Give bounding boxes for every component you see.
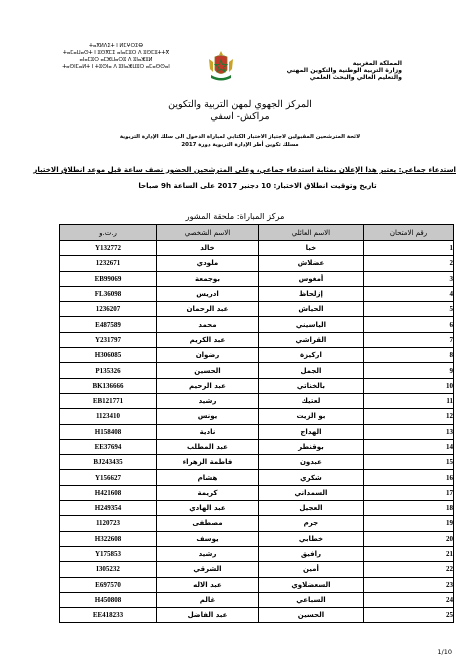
cell-exam-number: 18 — [363, 501, 453, 516]
cell-cin: 1236207 — [60, 302, 157, 317]
notice — [70, 133, 410, 149]
cell-last-name: السباعي — [258, 592, 363, 607]
cell-first-name: يوسف — [157, 531, 259, 546]
cell-first-name: رضوان — [157, 348, 259, 363]
table-row — [60, 455, 454, 470]
table-row — [60, 332, 454, 347]
cell-exam-number: 1 — [363, 241, 453, 256]
cell-first-name: فاطمة الزهراء — [157, 455, 259, 470]
table-row — [60, 393, 454, 408]
cell-exam-number: 5 — [363, 302, 453, 317]
table-row — [60, 317, 454, 332]
header-arabic-line: وزارة التربية الوطنية والتكوين المهني — [286, 67, 402, 74]
cell-exam-number: 22 — [363, 562, 453, 577]
table-row — [60, 470, 454, 485]
header-tifinagh-line: ⵜⴰⵙⵏⵎⴰⵍⵜ ⵏ ⵜⵓⵙⵏⴰ ⴷ ⵓⵏⵏⴰⵣⵡⵓⵔ ⴰⵎⴰⵙⵙⴰⵏ — [62, 64, 170, 70]
header-last-name: الاسم العائلي — [258, 225, 363, 241]
moroccan-emblem-icon — [206, 50, 236, 84]
cell-last-name: رافيق — [258, 546, 363, 561]
cell-first-name: عبد الكريم — [157, 332, 259, 347]
cell-last-name: بو الزيت — [258, 409, 363, 424]
table-header-row — [60, 225, 454, 241]
cell-last-name: بوقنطر — [258, 439, 363, 454]
cell-exam-number: 24 — [363, 592, 453, 607]
header-arabic-line: والتعليم العالي والبحث العلمي — [309, 74, 402, 81]
cell-cin: E697570 — [60, 577, 157, 592]
cell-cin: BJ243435 — [60, 455, 157, 470]
cell-exam-number: 10 — [363, 378, 453, 393]
table-row — [60, 501, 454, 516]
title-line-1: المركز الجهوي لمهن التربية والتكوين — [168, 99, 312, 110]
cell-exam-number: 3 — [363, 271, 453, 286]
cell-cin: I305232 — [60, 562, 157, 577]
cell-cin: EE418233 — [60, 608, 157, 623]
cell-cin: BK136666 — [60, 378, 157, 393]
cell-cin: H450808 — [60, 592, 157, 607]
notice-line-1: لائحة المترشحين المقبولين لاجتياز الاختبار الكتابي لمباراة الدخول الى سلك الإدارة التربوية — [119, 134, 361, 140]
cell-first-name: كريمة — [157, 485, 259, 500]
cell-exam-number: 8 — [363, 348, 453, 363]
header-cin: ر.ت.و — [60, 225, 157, 241]
cell-first-name: الشرقي — [157, 562, 259, 577]
cell-exam-number: 12 — [363, 409, 453, 424]
table-row — [60, 348, 454, 363]
page-number: 1/10 — [437, 648, 452, 656]
table-row — [60, 562, 454, 577]
cell-exam-number: 21 — [363, 546, 453, 561]
cell-last-name: القراشي — [258, 332, 363, 347]
cell-cin: EB99069 — [60, 271, 157, 286]
cell-last-name: السمداني — [258, 485, 363, 500]
cell-last-name: شكري — [258, 470, 363, 485]
cell-exam-number: 9 — [363, 363, 453, 378]
table-row — [60, 271, 454, 286]
header-arabic-line: المملكة المغربية — [352, 60, 402, 67]
cell-first-name: عبد الرحيم — [157, 378, 259, 393]
header-tifinagh-line: ⴰⵏⴰⵎⵓⵔ ⴰⵎⵣⵡⴰⵔⵓ ⴷ ⵓⵏⴰⵣⵓⵍ — [79, 57, 153, 63]
table-row — [60, 608, 454, 623]
table-row — [60, 485, 454, 500]
document-title — [40, 98, 440, 123]
cell-first-name: خالد — [157, 241, 259, 256]
cell-cin: H249354 — [60, 501, 157, 516]
cell-exam-number: 4 — [363, 286, 453, 301]
cell-exam-number: 13 — [363, 424, 453, 439]
cell-last-name: اركيزة — [258, 348, 363, 363]
cell-cin: H322608 — [60, 531, 157, 546]
cell-last-name: الهداج — [258, 424, 363, 439]
header-tifinagh-block — [46, 43, 186, 71]
cell-cin: H421608 — [60, 485, 157, 500]
cell-cin: Y175853 — [60, 546, 157, 561]
cell-first-name: هشام — [157, 470, 259, 485]
header-exam-number: رقم الامتحان — [363, 225, 453, 241]
cell-first-name: مصطفى — [157, 516, 259, 531]
cell-last-name: بالخناتي — [258, 378, 363, 393]
cell-last-name: أمغوس — [258, 271, 363, 286]
cell-cin: Y132772 — [60, 241, 157, 256]
cell-first-name: عبد الاله — [157, 577, 259, 592]
exam-center: مركز المباراة: ملحقة المشور — [185, 211, 285, 221]
cell-cin: Y156627 — [60, 470, 157, 485]
cell-exam-number: 25 — [363, 608, 453, 623]
cell-last-name: إزلحاظ — [258, 286, 363, 301]
header-arabic-block — [255, 60, 402, 81]
cell-cin: P135326 — [60, 363, 157, 378]
table-row — [60, 531, 454, 546]
header-tifinagh-line: ⵜⴰⴳⵍⴷⵉⵜ ⵏ ⵍⵎⵖⵔⵉⴱ — [89, 43, 143, 49]
cell-cin: EE37694 — [60, 439, 157, 454]
table-row — [60, 241, 454, 256]
cell-last-name: جرم — [258, 516, 363, 531]
table-row — [60, 424, 454, 439]
cell-exam-number: 16 — [363, 470, 453, 485]
header-first-name: الاسم الشخصي — [157, 225, 259, 241]
candidates-table — [59, 224, 454, 623]
cell-first-name: ادريس — [157, 286, 259, 301]
cell-last-name: الحياش — [258, 302, 363, 317]
cell-last-name: الياسيني — [258, 317, 363, 332]
cell-cin: FL36098 — [60, 286, 157, 301]
exam-datetime: تاريخ وتوقيت انطلاق الاختبار: 10 دجنبر 2017 على الساعة 9h صباحا — [138, 181, 377, 190]
table-row — [60, 286, 454, 301]
cell-first-name: رشيد — [157, 393, 259, 408]
cell-exam-number: 14 — [363, 439, 453, 454]
cell-last-name: الحسين — [258, 608, 363, 623]
table-row — [60, 546, 454, 561]
table-body — [60, 241, 454, 623]
cell-first-name: نادية — [157, 424, 259, 439]
cell-first-name: يونس — [157, 409, 259, 424]
cell-exam-number: 6 — [363, 317, 453, 332]
cell-last-name: لعتيك — [258, 393, 363, 408]
cell-first-name: عبد المطلب — [157, 439, 259, 454]
cell-first-name: بوجمعة — [157, 271, 259, 286]
cell-cin: Y231797 — [60, 332, 157, 347]
notice-line-2: مسلك تكوين أطر الإدارة التربوية دورة 2017 — [181, 142, 299, 148]
cell-first-name: ملودي — [157, 256, 259, 271]
table-row — [60, 409, 454, 424]
table-row — [60, 302, 454, 317]
cell-last-name: خطابي — [258, 531, 363, 546]
cell-first-name: عبد الفاضل — [157, 608, 259, 623]
cell-cin: 1120723 — [60, 516, 157, 531]
cell-cin: H158408 — [60, 424, 157, 439]
cell-first-name: عبد الهادي — [157, 501, 259, 516]
cell-exam-number: 19 — [363, 516, 453, 531]
header-tifinagh-line: ⵜⴰⵎⴰⵡⴰⵙⵜ ⵏ ⵓⵙⴳⵎⵉ ⴰⵏⴰⵎⵓⵔ ⴷ ⵓⵙⵎⵓⵜⵜⴳ — [62, 50, 170, 56]
table-row — [60, 516, 454, 531]
cell-exam-number: 20 — [363, 531, 453, 546]
cell-cin: 1232671 — [60, 256, 157, 271]
cell-last-name: أمين — [258, 562, 363, 577]
table-row — [60, 439, 454, 454]
cell-last-name: خبا — [258, 241, 363, 256]
cell-first-name: عبد الرحمان — [157, 302, 259, 317]
cell-first-name: رشيد — [157, 546, 259, 561]
cell-last-name: الجمل — [258, 363, 363, 378]
cell-last-name: السعضلاوي — [258, 577, 363, 592]
cell-exam-number: 15 — [363, 455, 453, 470]
cell-cin: 1123410 — [60, 409, 157, 424]
cell-exam-number: 11 — [363, 393, 453, 408]
cell-first-name: غالم — [157, 592, 259, 607]
table-row — [60, 592, 454, 607]
table-row — [60, 577, 454, 592]
cell-cin: E487589 — [60, 317, 157, 332]
cell-last-name: العجيل — [258, 501, 363, 516]
title-line-2: مراكش- اسفي — [210, 111, 270, 122]
table-row — [60, 378, 454, 393]
cell-first-name: محمد — [157, 317, 259, 332]
cell-last-name: عبدون — [258, 455, 363, 470]
table-row — [60, 256, 454, 271]
cell-exam-number: 17 — [363, 485, 453, 500]
cell-first-name: الحسين — [157, 363, 259, 378]
cell-exam-number: 23 — [363, 577, 453, 592]
cell-cin: EB121771 — [60, 393, 157, 408]
table-row — [60, 363, 454, 378]
cell-exam-number: 7 — [363, 332, 453, 347]
cell-cin: H306085 — [60, 348, 157, 363]
cell-last-name: عضلاش — [258, 256, 363, 271]
cell-exam-number: 2 — [363, 256, 453, 271]
convocation-notice: استدعاء جماعي: يعتبر هذا الإعلان بمثابة استدعاء جماعي، وعلى المترشحين الحضور نصف ساعة قبل موعد انطلاق الاختبار — [33, 165, 456, 174]
